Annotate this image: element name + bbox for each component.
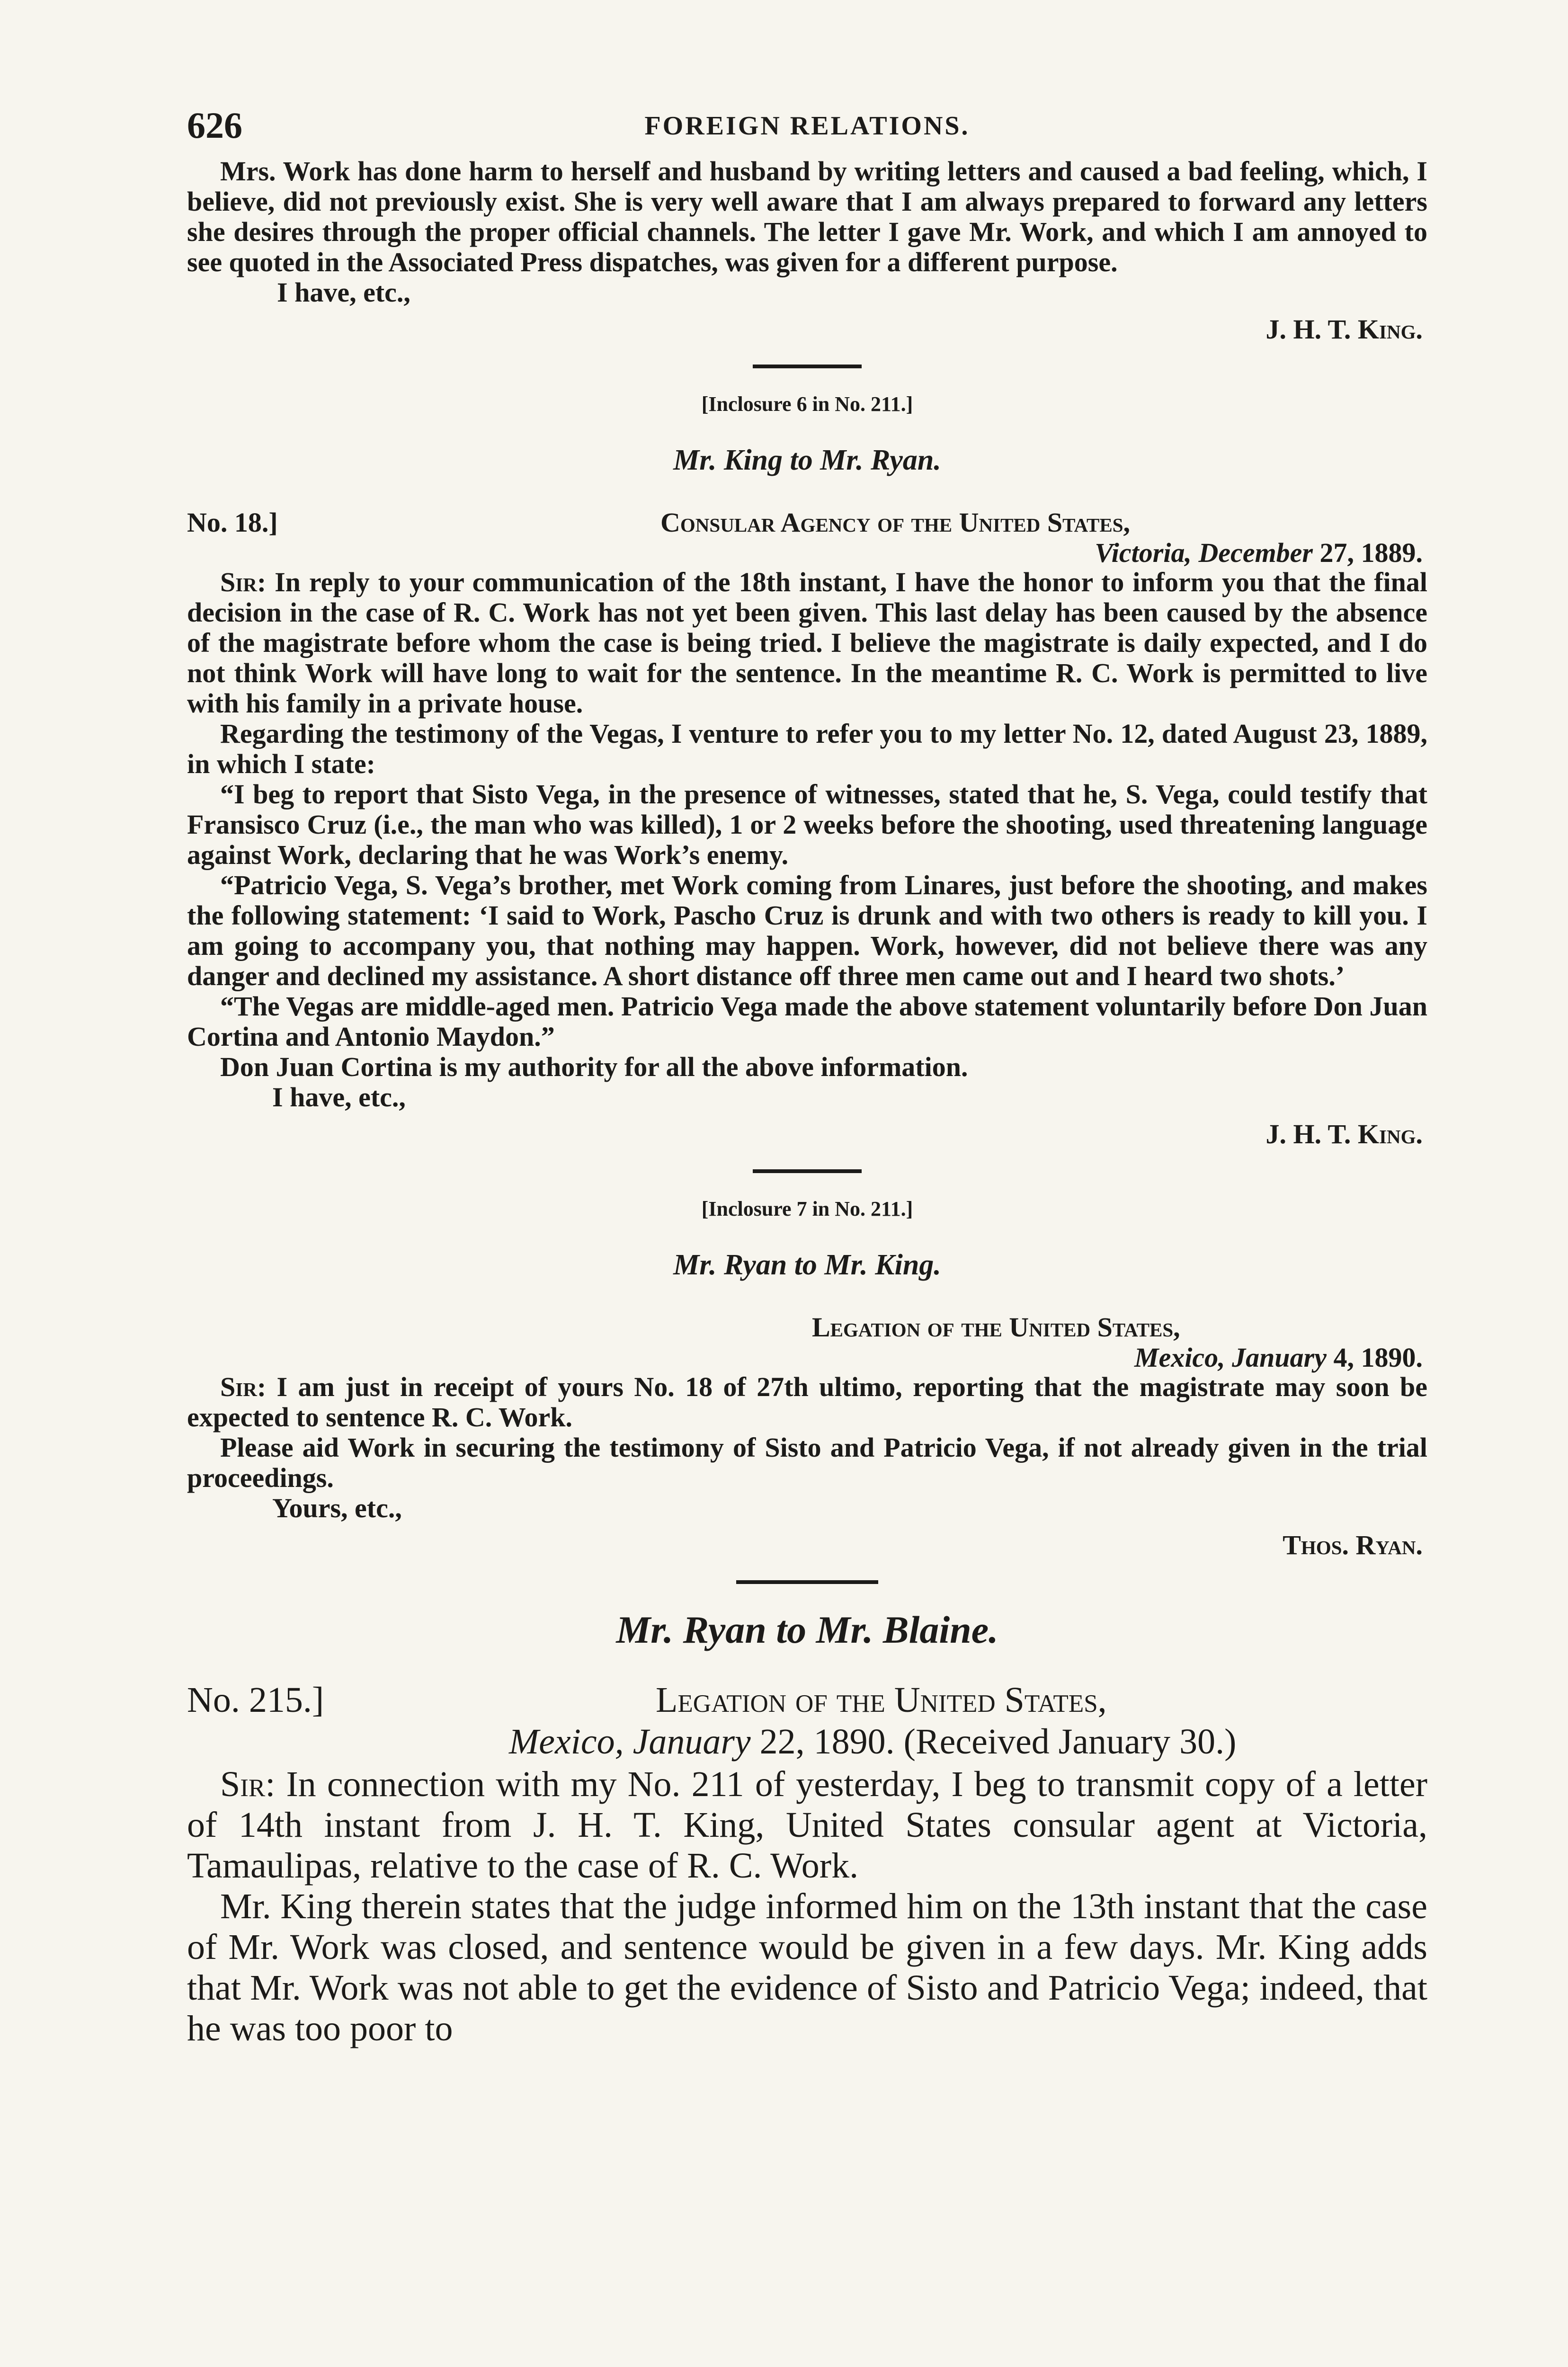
paragraph: Regarding the testimony of the Vegas, I venture to refer you to my letter No. 12, dated August 23, 1889, in which I state: [187,718,1427,779]
salutation: Sir: [220,1764,276,1804]
letter-place: Legation of the United States, [656,1680,1107,1720]
inclosure-label: [Inclosure 7 in No. 211.] [701,1197,913,1220]
letter-number: No. 18.] [187,507,278,538]
date-place: Mexico, January [509,1722,751,1762]
letter-place: Consular Agency of the United States, [660,507,1131,538]
correspondents-heading: Mr. Ryan to Mr. Blaine. [616,1608,998,1651]
dateline [187,507,1427,567]
letter-date [1095,537,1423,569]
quoted-paragraph: “I beg to report that Sisto Vega, in the presence of witnesses, stated that he, S. Vega, could testify that Fransisco Cruz (i.e., the man who was killed), 1 or 2 weeks before the shooting, used threatening language against Work, declaring that he was Work’s enemy. [187,779,1427,870]
date-day: 22, 1890. [759,1722,895,1762]
paragraph-text: I am just in receipt of yours No. 18 of 27th ultimo, reporting that the magistrate may soon be expected to sentence R. C. Work. [187,1371,1428,1433]
quoted-paragraph: “Patricio Vega, S. Vega’s brother, met Work coming from Linares, just before the shooting, and makes the following statement: ‘I said to Work, Pascho Cruz is drunk and with two others is ready to kill you. I am going to accompany you, that nothing may happen. Work, however, did not believe there was any danger and declined my assistance. A short distance off three men came out and I heard two shots.’ [187,870,1427,991]
paragraph-text: In connection with my No. 211 of yesterday, I beg to transmit copy of a letter of 14th instant from J. H. T. King, United States consular agent at Victoria, Tamaulipas, relative to the case of R. C. Work. [187,1764,1428,1886]
inclosure6-body [187,567,1427,1082]
correspondents-heading: Mr. Ryan to Mr. King. [673,1249,941,1281]
closing: Yours, etc., [272,1493,402,1523]
separator-rule [736,1580,878,1584]
received-note: (Received January 30.) [903,1722,1237,1762]
document-page [187,95,1427,2049]
quoted-paragraph: “The Vegas are middle-aged men. Patricio Vega made the above statement voluntarily before Don Juan Cortina and Antonio Maydon.” [187,991,1427,1052]
inclosure7-body [187,1372,1427,1493]
separator-rule [753,365,862,368]
salutation: Sir: [220,1371,267,1402]
closing: I have, etc., [272,1082,406,1112]
separator-rule [753,1169,862,1173]
paragraph [187,1372,1427,1433]
letter-date [509,1721,1236,1762]
date-place: Mexico, January [1134,1342,1327,1373]
paragraph [187,567,1427,719]
date-day: 4, 1890. [1333,1342,1423,1373]
date-place: Victoria, December [1095,537,1313,568]
letter-number: No. 215.] [187,1680,324,1720]
page-number: 626 [187,105,242,146]
paragraph: Don Juan Cortina is my authority for all the above information. [220,1051,968,1082]
paragraph-text: In reply to your communication of the 18th instant, I have the honor to inform you that the final decision in the case of R. C. Work has not yet been given. This last delay has been caused by the absence of the magistrate before whom the case is being tried. I believe the magistrate is daily expected, and I do not think Work will have long to wait for the sentence. In the meantime R. C. Work is permitted to live with his family in a private house. [187,567,1428,719]
section-previous-letter [187,156,1427,277]
dateline [187,1311,1427,1372]
signature: Thos. Ryan. [1283,1530,1423,1560]
letter-place: Legation of the United States, [812,1312,1180,1343]
paragraph: Please aid Work in securing the testimony of Sisto and Patricio Vega, if not already given in the trial proceedings. [187,1432,1427,1493]
closing: I have, etc., [277,277,410,308]
inclosure-label: [Inclosure 6 in No. 211.] [701,392,913,416]
signature: J. H. T. King. [1265,1119,1423,1149]
signature: J. H. T. King. [1265,314,1423,345]
paragraph [187,1764,1427,1886]
paragraph: Mr. King therein states that the judge informed him on the 13th instant that the case of Mr. Work was closed, and sentence would be given in a few days. Mr. King adds that Mr. Work was not able to get the evidence of Sisto and Patricio Vega; indeed, that he was too poor to [187,1886,1427,2048]
page-header [187,95,1427,156]
salutation: Sir: [220,567,267,597]
date-day: 27, 1889. [1319,537,1423,568]
running-title: FOREIGN RELATIONS. [644,111,970,141]
dateline [187,1680,1427,1764]
letter215-body [187,1764,1427,2049]
correspondents-heading: Mr. King to Mr. Ryan. [673,444,941,476]
letter-date [1134,1342,1423,1373]
paragraph: Mrs. Work has done harm to herself and husband by writing letters and caused a bad feeling, which, I believe, did not previously exist. She is very well aware that I am always prepared to forward any letters she desires through the proper official channels. The letter I gave Mr. Work, and which I am annoyed to see quoted in the Associated Press dispatches, was given for a different purpose. [187,156,1427,277]
